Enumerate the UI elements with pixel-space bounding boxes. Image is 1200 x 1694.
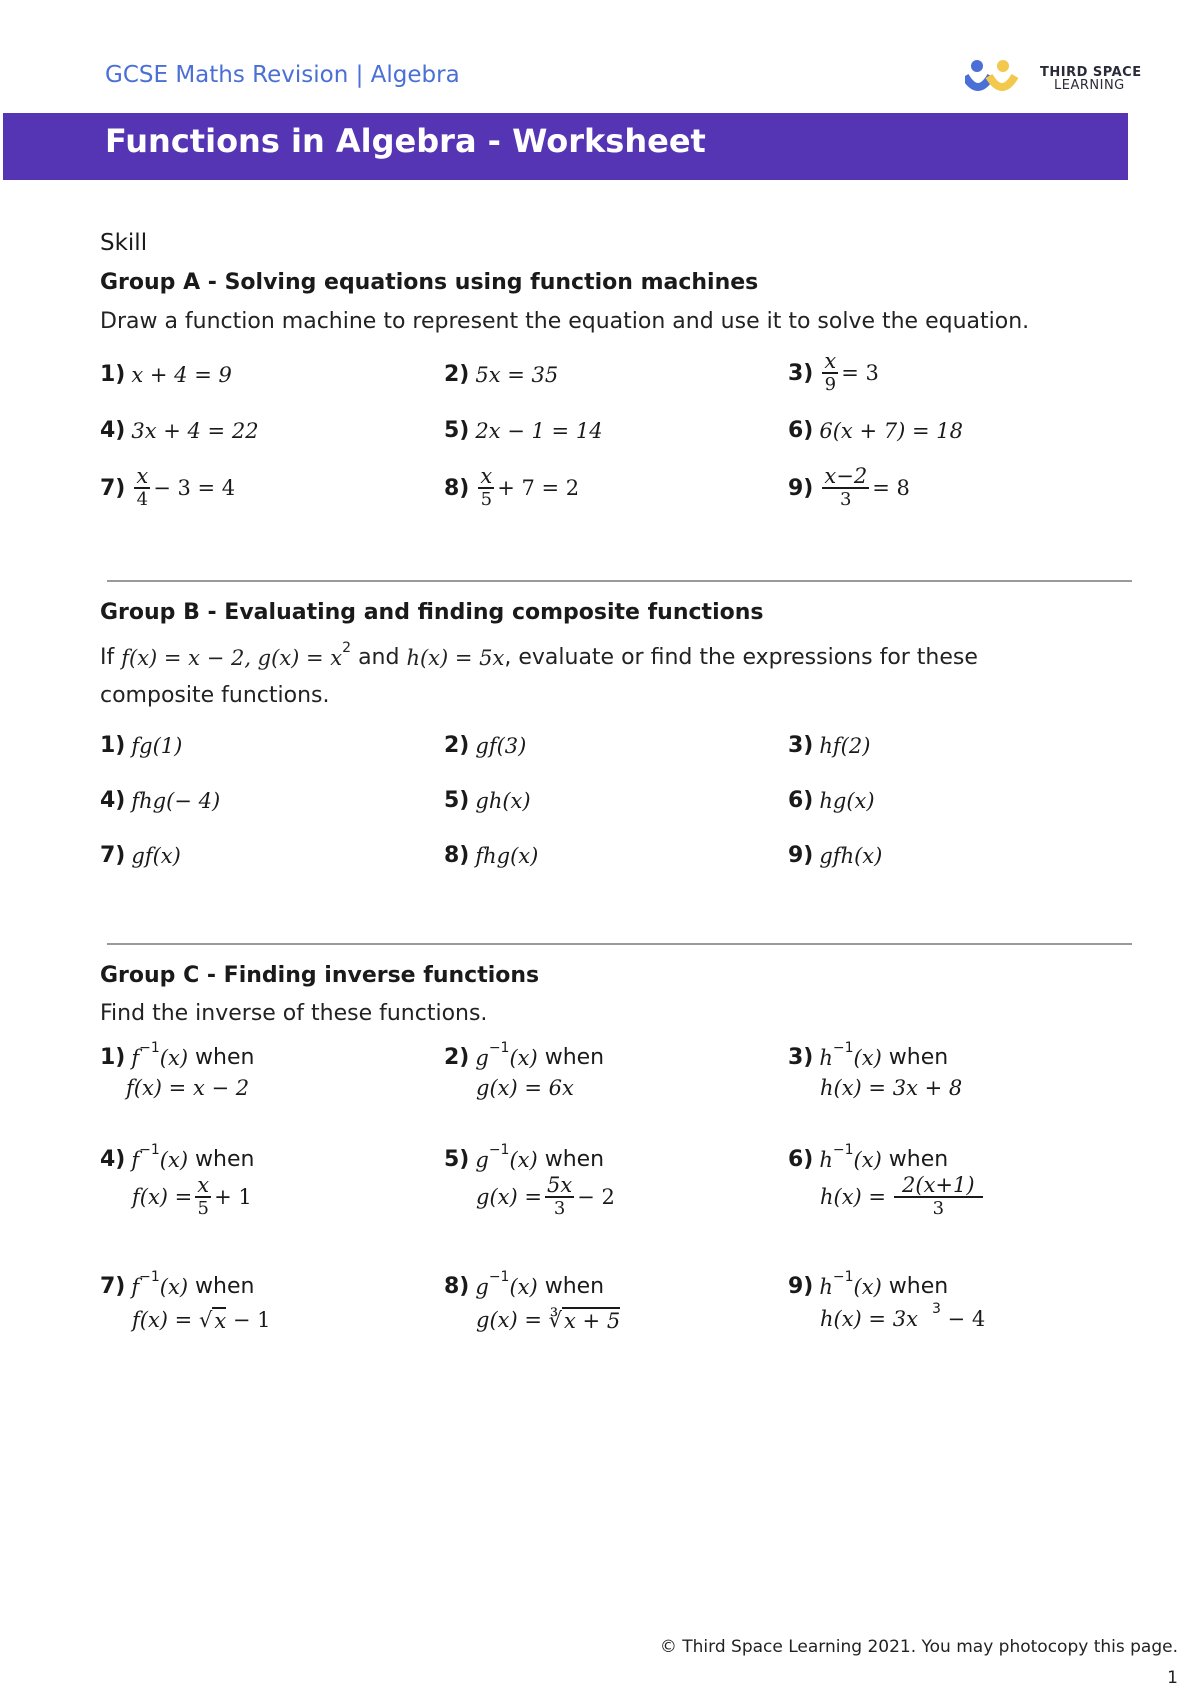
group-a-instruction: Draw a function machine to represent the equation and use it to solve the equation. (100, 309, 1030, 334)
inverse-power: −1 (139, 1039, 160, 1056)
logo-line1: THIRD SPACE (1040, 65, 1142, 80)
inverse-power: −1 (832, 1268, 854, 1285)
group-b-intro-line2: composite functions. (100, 683, 330, 708)
group-a-q4 (100, 418, 259, 443)
skill-label: Skill (100, 230, 148, 256)
function-lhs: h(x) = (820, 1185, 887, 1209)
group-b-q6 (788, 788, 875, 813)
intro-rest: , evaluate or find the expressions for these (504, 645, 978, 670)
question-number: 4) (100, 1147, 126, 1172)
group-b-q7 (100, 843, 181, 868)
function-rest: − 4 (947, 1307, 986, 1331)
equation: 3x + 4 = 22 (131, 418, 259, 443)
when-label: when (888, 1274, 949, 1299)
group-b-q3 (788, 733, 870, 758)
group-c-q7: 7) f −1 (x) when f(x) = √ x − 1 (100, 1268, 271, 1333)
numerator: 2(x+1) (894, 1174, 983, 1198)
function-rhs: 6x (548, 1076, 574, 1100)
group-c-instruction: Find the inverse of these functions. (100, 1001, 488, 1026)
function-name: h (819, 1274, 833, 1299)
logo-line2: LEARNING (1054, 78, 1125, 93)
function-lhs: f(x) = (132, 1185, 193, 1209)
fraction (822, 350, 838, 396)
radicand: x (214, 1309, 227, 1333)
when-label: when (888, 1045, 949, 1070)
equation-rest: + 7 = 2 (497, 476, 580, 500)
group-b-q5 (444, 788, 531, 813)
group-a-q8 (444, 465, 579, 511)
group-b-q9 (788, 843, 882, 868)
expression: gh(x) (475, 788, 531, 813)
group-b-q1 (100, 733, 182, 758)
group-c-q5: 5) g −1 (x) when g(x) = $\frac{5x}{3}$ − 2 (444, 1141, 615, 1219)
expression: fhg(− 4) (131, 788, 221, 813)
function-name: h (819, 1147, 833, 1172)
when-label: when (544, 1147, 605, 1172)
page-title: Functions in Algebra - Worksheet (105, 122, 706, 160)
inverse-power: −1 (488, 1141, 510, 1158)
when-label: when (544, 1045, 605, 1070)
expression: gf(3) (475, 733, 527, 758)
equation: 5x = 35 (475, 362, 559, 387)
question-number: 3) (788, 733, 814, 758)
question-number: 6) (788, 788, 814, 813)
question-number: 4) (100, 788, 126, 813)
page-number: 1 (1167, 1668, 1178, 1688)
equation-rest: = 8 (872, 476, 910, 500)
function-rhs: 3x (892, 1307, 918, 1331)
group-a-q3 (788, 350, 879, 396)
group-a-q2 (444, 362, 558, 387)
inverse-power: −1 (488, 1039, 510, 1056)
function-rest: − 1 (232, 1308, 271, 1332)
question-number: 6) (788, 418, 814, 443)
question-number: 2) (444, 1045, 470, 1070)
group-a-q9 (788, 465, 910, 511)
denominator: 3 (932, 1198, 945, 1219)
question-number: 7) (100, 843, 126, 868)
function-name: g (475, 1045, 489, 1070)
group-b-intro (100, 639, 978, 670)
root-symbol: √ (198, 1308, 213, 1332)
function-name: f (131, 1045, 140, 1070)
when-label: when (195, 1045, 255, 1070)
inverse-power: −1 (832, 1039, 854, 1056)
section-divider (107, 943, 1132, 945)
equation-rest: = 3 (841, 361, 879, 385)
function-rest: − 2 (577, 1185, 615, 1209)
fraction (478, 465, 494, 511)
group-b-q2 (444, 733, 526, 758)
expression: hf(2) (819, 733, 871, 758)
denominator: 5 (480, 489, 493, 510)
question-number: 3) (788, 360, 814, 386)
function-lhs: f(x) = (126, 1076, 187, 1100)
function-rhs: x − 2 (192, 1076, 250, 1100)
expression: hg(x) (819, 788, 875, 813)
f-g-definition: f(x) = x − 2, g(x) = x (121, 645, 343, 670)
function-name: f (131, 1274, 140, 1299)
inverse-power: −1 (139, 1268, 160, 1285)
question-number: 1) (100, 1045, 126, 1070)
inverse-power: −1 (139, 1141, 160, 1158)
denominator: 4 (136, 489, 149, 510)
group-a-q7 (100, 465, 235, 511)
subtitle: GCSE Maths Revision | Algebra (105, 62, 460, 88)
question-number: 9) (788, 475, 814, 501)
numerator: x (136, 464, 149, 488)
group-b-q8 (444, 843, 538, 868)
section-divider (107, 580, 1132, 582)
function-lhs: h(x) = (820, 1076, 887, 1100)
function-lhs: g(x) = (476, 1076, 542, 1100)
when-label: when (195, 1147, 255, 1172)
function-name: g (475, 1274, 489, 1299)
question-number: 8) (444, 475, 470, 501)
expression: fhg(x) (475, 843, 539, 868)
question-number: 9) (788, 843, 814, 868)
fraction (894, 1174, 983, 1220)
group-c-q4: 4) f −1 (x) when f(x) = $\frac{x}{5}$ + 1 (100, 1141, 255, 1219)
numerator: 5x (546, 1173, 573, 1197)
when-label: when (888, 1147, 949, 1172)
question-number: 1) (100, 362, 126, 387)
intro-if: If (100, 645, 115, 670)
group-a-heading: Group A - Solving equations using function machines (100, 270, 759, 295)
question-number: 2) (444, 733, 470, 758)
equation: 6(x + 7) = 18 (819, 418, 963, 443)
question-number: 3) (788, 1045, 814, 1070)
fraction (545, 1174, 574, 1220)
cube-power: 3 (931, 1301, 941, 1317)
group-c-q8: 8) g −1 (x) when g(x) = ∛ x + 5 (444, 1268, 621, 1333)
group-a-q6 (788, 418, 963, 443)
question-number: 2) (444, 362, 470, 387)
inverse-power: −1 (832, 1141, 854, 1158)
group-c-q9: 9) h −1 (x) when h(x) = 3x 3 − 4 (788, 1268, 986, 1331)
inverse-power: −1 (488, 1268, 510, 1285)
numerator: x (197, 1173, 210, 1197)
question-number: 5) (444, 788, 470, 813)
group-c-heading: Group C - Finding inverse functions (100, 963, 540, 988)
function-rest: + 1 (214, 1185, 252, 1209)
intro-and: and (358, 645, 400, 670)
root-symbol: ∛ (548, 1308, 563, 1332)
copyright-notice: © Third Space Learning 2021. You may photocopy this page. (659, 1637, 1178, 1657)
h-definition: h(x) = 5x (406, 645, 505, 670)
denominator: 3 (840, 489, 852, 510)
group-a-q1 (100, 362, 232, 387)
function-lhs: f(x) = (132, 1308, 193, 1332)
expression: fg(1) (131, 733, 183, 758)
equation: x + 4 = 9 (131, 362, 232, 387)
function-name: f (131, 1147, 140, 1172)
when-label: when (544, 1274, 605, 1299)
question-number: 7) (100, 1274, 126, 1299)
question-number: 5) (444, 1147, 470, 1172)
question-number: 5) (444, 418, 470, 443)
group-a-q5 (444, 418, 603, 443)
denominator: 9 (824, 374, 837, 395)
denominator: 3 (553, 1198, 566, 1219)
g-power: 2 (342, 639, 352, 656)
equation: 2x − 1 = 14 (475, 418, 603, 443)
group-b-heading: Group B - Evaluating and finding composite functions (100, 600, 764, 625)
expression: gfh(x) (819, 843, 883, 868)
question-number: 7) (100, 475, 126, 501)
when-label: when (195, 1274, 255, 1299)
function-rhs: 3x + 8 (892, 1076, 963, 1100)
function-name: g (475, 1147, 489, 1172)
question-number: 9) (788, 1274, 814, 1299)
radicand: x + 5 (564, 1309, 621, 1333)
fraction (195, 1174, 211, 1220)
group-c-q6: 6) h −1 (x) when h(x) = $\frac{2(x+1)}{3}$ (788, 1147, 986, 1220)
function-lhs: g(x) = (476, 1185, 542, 1209)
question-number: 4) (100, 418, 126, 443)
denominator: 5 (197, 1198, 209, 1219)
group-b-q4 (100, 788, 220, 813)
group-c-q2: 2) g −1 (x) when g(x) = 6x (444, 1039, 605, 1100)
question-number: 8) (444, 843, 470, 868)
question-number: 6) (788, 1147, 814, 1172)
logo-text (1040, 66, 1142, 92)
fraction (822, 465, 869, 511)
function-lhs: h(x) = (820, 1307, 887, 1331)
expression: gf(x) (131, 843, 181, 868)
numerator: x−2 (824, 464, 868, 488)
fraction (134, 465, 150, 511)
group-c-q3: 3) h −1 (x) when h(x) = 3x + 8 (788, 1039, 963, 1100)
equation-rest: − 3 = 4 (153, 476, 236, 500)
question-number: 8) (444, 1274, 470, 1299)
group-c-q1: 1) f −1 (x) when f(x) = x − 2 (100, 1039, 255, 1100)
numerator: x (824, 349, 837, 373)
function-lhs: g(x) = (476, 1308, 542, 1332)
function-name: h (819, 1045, 833, 1070)
question-number: 1) (100, 733, 126, 758)
numerator: x (480, 464, 493, 488)
